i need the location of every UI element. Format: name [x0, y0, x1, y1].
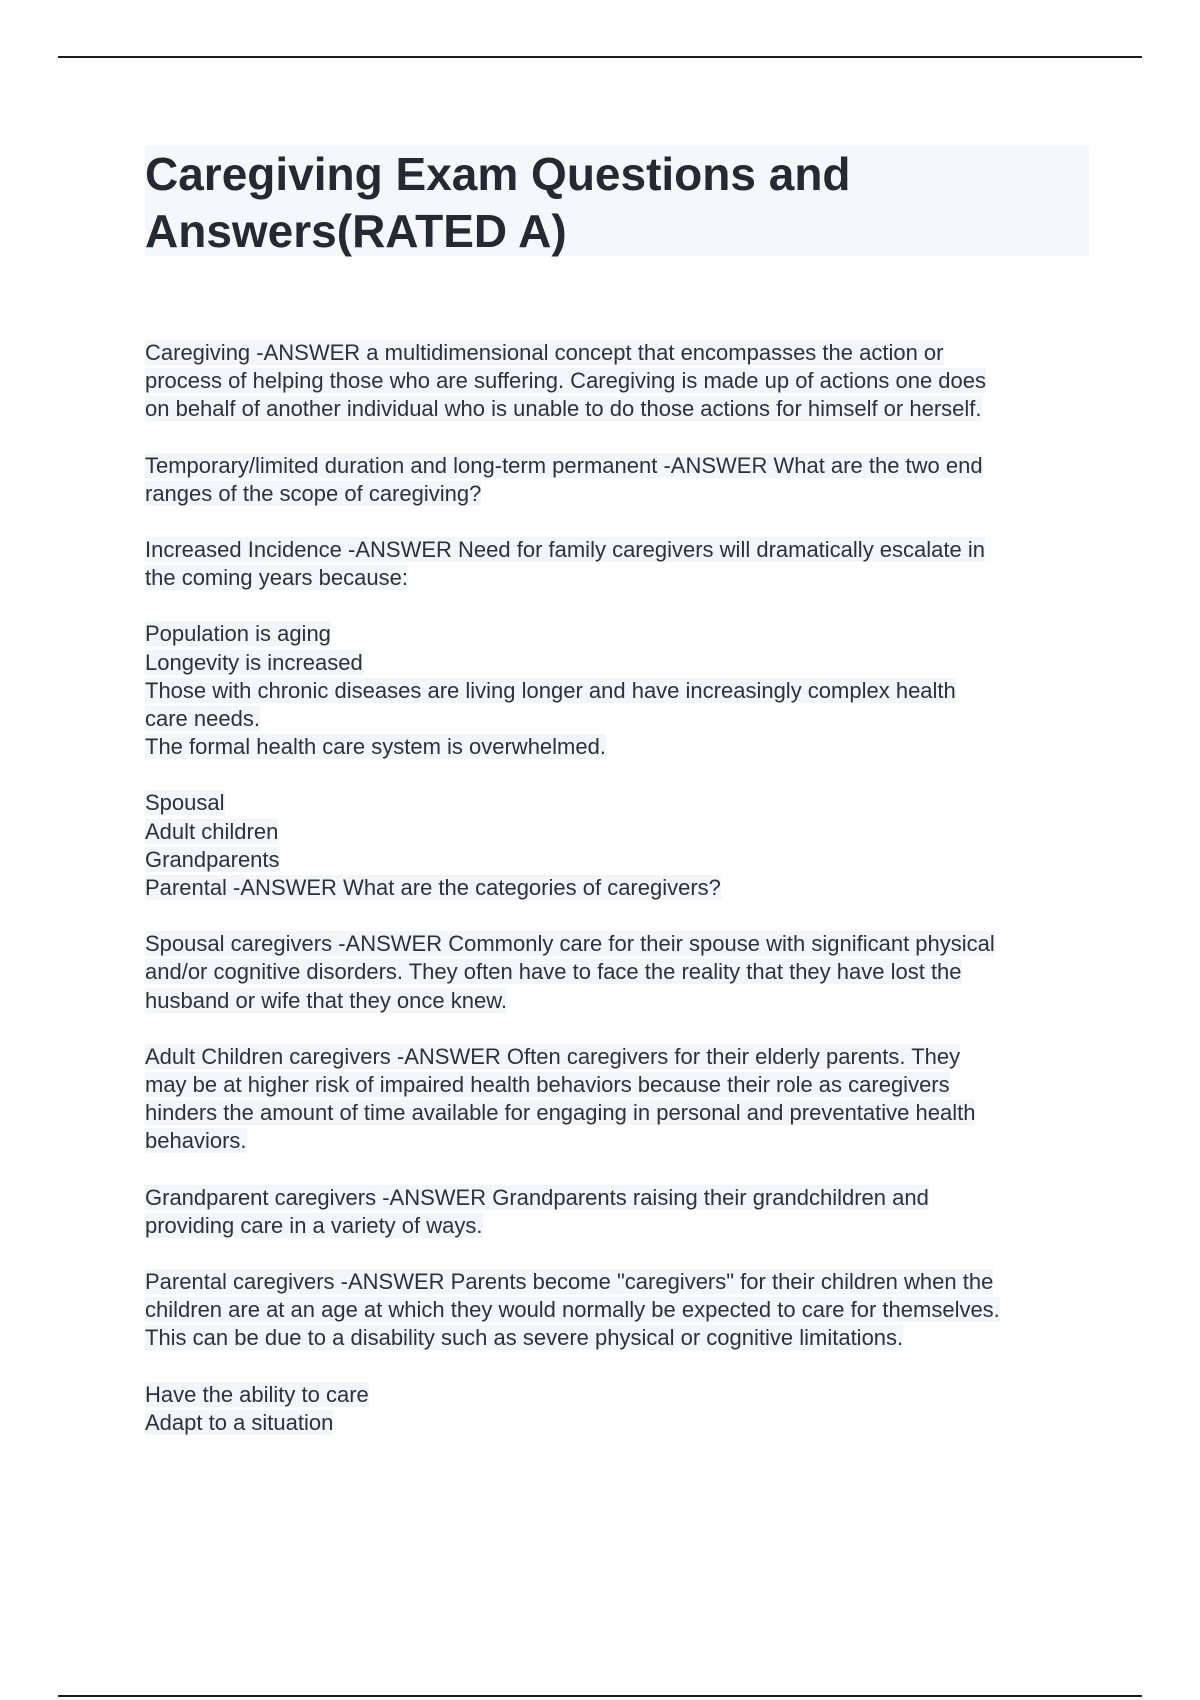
- text-line-content: ranges of the scope of caregiving?: [145, 480, 482, 506]
- text-line-content: Spousal caregivers -ANSWER Commonly care for their spouse with significant physical: [145, 931, 995, 957]
- qa-paragraph: [145, 1043, 1095, 1156]
- qa-paragraph: [145, 536, 1095, 592]
- title-line: Answers(RATED A): [145, 205, 567, 257]
- text-line-content: Have the ability to care: [145, 1381, 369, 1407]
- qa-paragraph: [145, 339, 1095, 424]
- text-line: [145, 1268, 1095, 1296]
- text-line-content: children are at an age at which they would normally be expected to care for themselves.: [145, 1297, 1000, 1323]
- text-line-content: Grandparents: [145, 846, 280, 872]
- text-line-content: Adult Children caregivers -ANSWER Often caregivers for their elderly parents. They: [145, 1043, 961, 1069]
- document-body: [145, 339, 1095, 1465]
- text-line: [145, 339, 1095, 367]
- text-line: [145, 677, 1095, 705]
- text-line: [145, 930, 1095, 958]
- text-line: [145, 395, 1095, 423]
- text-line-content: Longevity is increased: [145, 649, 363, 675]
- text-line: [145, 480, 1095, 508]
- text-line-content: Temporary/limited duration and long-term permanent -ANSWER What are the two end: [145, 452, 983, 478]
- text-line-content: Adult children: [145, 818, 279, 844]
- text-line: [145, 874, 1095, 902]
- text-line: [145, 705, 1095, 733]
- text-line-content: and/or cognitive disorders. They often have to face the reality that they have lost the: [145, 959, 962, 985]
- qa-paragraph: [145, 1268, 1095, 1353]
- text-line-content: on behalf of another individual who is unable to do those actions for himself or herself.: [145, 396, 982, 422]
- qa-paragraph: [145, 1381, 1095, 1437]
- qa-paragraph: [145, 452, 1095, 508]
- text-line: [145, 1043, 1095, 1071]
- document-title: [145, 146, 1089, 260]
- text-line: [145, 649, 1095, 677]
- text-line-content: husband or wife that they once knew.: [145, 987, 508, 1013]
- text-line: [145, 733, 1095, 761]
- text-line-content: the coming years because:: [145, 565, 408, 591]
- text-line-content: care needs.: [145, 706, 260, 732]
- text-line: [145, 1184, 1095, 1212]
- text-line: [145, 958, 1095, 986]
- text-line-content: behaviors.: [145, 1128, 247, 1154]
- text-line-content: Spousal: [145, 790, 225, 816]
- text-line: [145, 1409, 1095, 1437]
- text-line: [145, 846, 1095, 874]
- qa-paragraph: [145, 1184, 1095, 1240]
- text-line-content: Increased Incidence -ANSWER Need for family caregivers will dramatically escalate in: [145, 537, 985, 563]
- text-line-content: process of helping those who are suffering. Caregiving is made up of actions one does: [145, 368, 986, 394]
- text-line: [145, 1296, 1095, 1324]
- title-line: Caregiving Exam Questions and: [145, 148, 851, 200]
- text-line-content: Parental caregivers -ANSWER Parents become "caregivers" for their children when the: [145, 1269, 994, 1295]
- text-line: [145, 1099, 1095, 1127]
- text-line-content: Population is aging: [145, 621, 331, 647]
- text-line-content: providing care in a variety of ways.: [145, 1212, 483, 1238]
- qa-paragraph: [145, 620, 1095, 761]
- text-line-content: Parental -ANSWER What are the categories of caregivers?: [145, 875, 721, 901]
- text-line: [145, 1381, 1095, 1409]
- text-line-content: This can be due to a disability such as severe physical or cognitive limitations.: [145, 1325, 904, 1351]
- text-line: [145, 789, 1095, 817]
- text-line: [145, 620, 1095, 648]
- text-line: [145, 1127, 1095, 1155]
- text-line-content: The formal health care system is overwhelmed.: [145, 734, 606, 760]
- text-line-content: Caregiving -ANSWER a multidimensional concept that encompasses the action or: [145, 340, 944, 365]
- qa-paragraph: [145, 930, 1095, 1015]
- text-line: [145, 818, 1095, 846]
- text-line: [145, 1212, 1095, 1240]
- text-line-content: may be at higher risk of impaired health behaviors because their role as caregivers: [145, 1072, 950, 1098]
- text-line: [145, 1071, 1095, 1099]
- text-line: [145, 367, 1095, 395]
- text-line: [145, 536, 1095, 564]
- text-line-content: Those with chronic diseases are living longer and have increasingly complex health: [145, 677, 956, 703]
- text-line-content: Adapt to a situation: [145, 1409, 334, 1435]
- text-line: [145, 452, 1095, 480]
- bottom-rule: [58, 1695, 1142, 1697]
- text-line-content: Grandparent caregivers -ANSWER Grandparents raising their grandchildren and: [145, 1184, 929, 1210]
- text-line: [145, 987, 1095, 1015]
- title-block: [145, 146, 1089, 256]
- text-line-content: hinders the amount of time available for engaging in personal and preventative health: [145, 1100, 976, 1126]
- text-line: [145, 1324, 1095, 1352]
- top-rule: [58, 56, 1142, 58]
- text-line: [145, 564, 1095, 592]
- qa-paragraph: [145, 789, 1095, 902]
